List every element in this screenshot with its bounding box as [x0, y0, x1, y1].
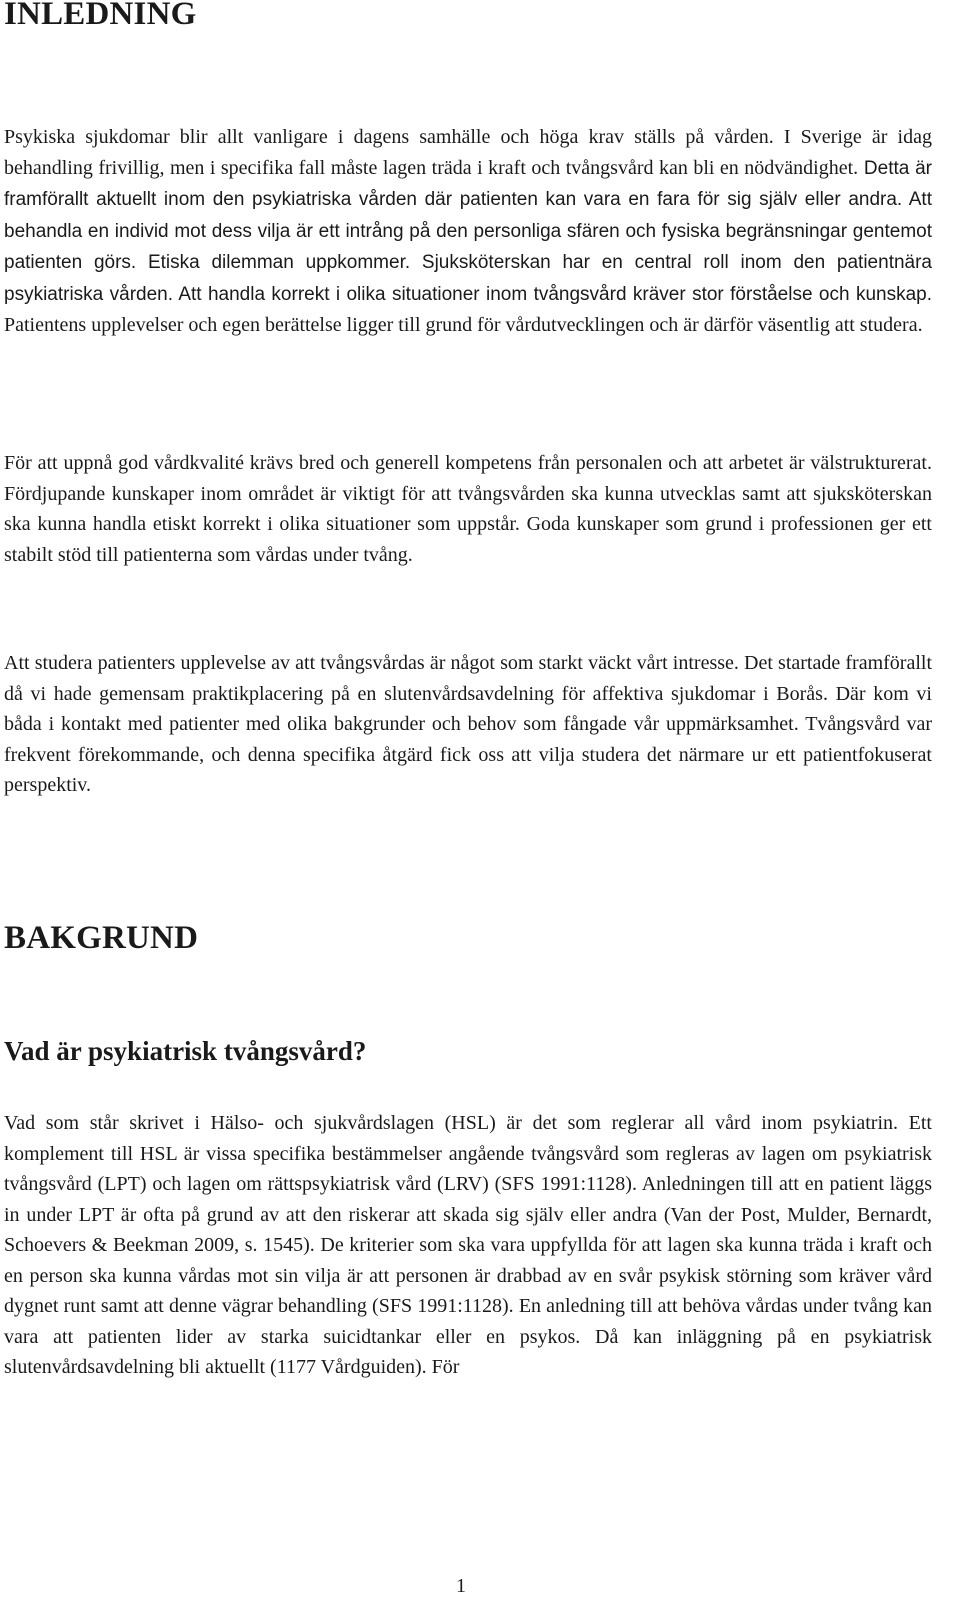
intro-paragraph-1-part-3: Patientens upplevelser och egen berättelse ligger till grund för vårdutvecklingen och är därför väsentlig att studera. — [4, 314, 923, 336]
intro-paragraph-1-part-1: Psykiska sjukdomar blir allt vanligare i dagens samhälle och höga krav ställs på vården. I Sverige är idag behandling frivillig, men i specifika fall måste lagen träda i kraft och tvångsvård kan bli en nödvändighet. — [4, 126, 932, 179]
section-heading-inledning: INLEDNING — [4, 0, 197, 32]
intro-paragraph-2: För att uppnå god vårdkvalité krävs bred och generell kompetens från personalen och att arbetet är välstrukturerat. Fördjupande kunskaper inom området är viktigt för att tvångsvården ska kunna utvecklas samt att sjuksköterskan ska kunna handla etiskt korrekt i olika situationer som uppstår. Goda kunskaper som grund i professionen ger ett stabilt stöd till patienterna som vårdas under tvång. — [4, 452, 932, 566]
intro-paragraph-3: Att studera patienters upplevelse av att tvångsvårdas är något som starkt väckt vårt intresse. Det startade framförallt då vi hade gemensam praktikplacering på en slutenvårdsavdelning för affektiva sjukdomar i Borås. Där kom vi båda i kontakt med patienter med olika bakgrunder och behov som fångade vår uppmärksamhet. Tvångsvård var frekvent förekommande, och denna specifika åtgärd fick oss att vilja studera det närmare ur ett patientfokuserat perspektiv. — [4, 652, 932, 796]
subsection-heading: Vad är psykiatrisk tvångsvård? — [4, 1036, 367, 1066]
intro-paragraph-1 — [4, 122, 932, 341]
section-heading-bakgrund: BAKGRUND — [4, 920, 199, 956]
intro-paragraph-1-part-2: Detta är framförallt aktuellt inom den psykiatriska vården där patienten kan vara en fara för sig själv eller andra. Att behandla en individ mot dess vilja är ett intrång på den personliga sfären och fysiska begränsningar gentemot patienten görs. Etiska dilemman uppkommer. Sjuksköterskan har en central roll inom den patientnära psykiatriska vården. Att handla korrekt i olika situationer inom tvångsvård kräver stor förståelse och kunskap. — [4, 157, 932, 305]
bakgrund-paragraph-1: Vad som står skrivet i Hälso- och sjukvårdslagen (HSL) är det som reglerar all vård inom psykiatrin. Ett komplement till HSL är vissa specifika bestämmelser angående tvångsvård som regleras av lagen om psykiatrisk tvångsvård (LPT) och lagen om rättspsykiatrisk vård (LRV) (SFS 1991:1128). Anledningen till att en patient läggs in under LPT är ofta på grund av att den riskerar att skada sig själv eller andra (Van der Post, Mulder, Bernardt, Schoevers & Beekman 2009, s. 1545). De kriterier som ska vara uppfyllda för att lagen ska kunna träda i kraft och en person ska kunna vårdas mot sin vilja är att personen är drabbad av en svår psykisk störning som kräver vård dygnet runt samt att denne vägrar behandling (SFS 1991:1128). En anledning till att behöva vårdas under tvång kan vara att patienten lider av starka suicidtankar eller en psykos. Då kan inläggning på en psykiatrisk slutenvårdsavdelning bli aktuellt (1177 Vårdguiden). För — [4, 1112, 932, 1378]
page-number: 1 — [456, 1575, 466, 1597]
